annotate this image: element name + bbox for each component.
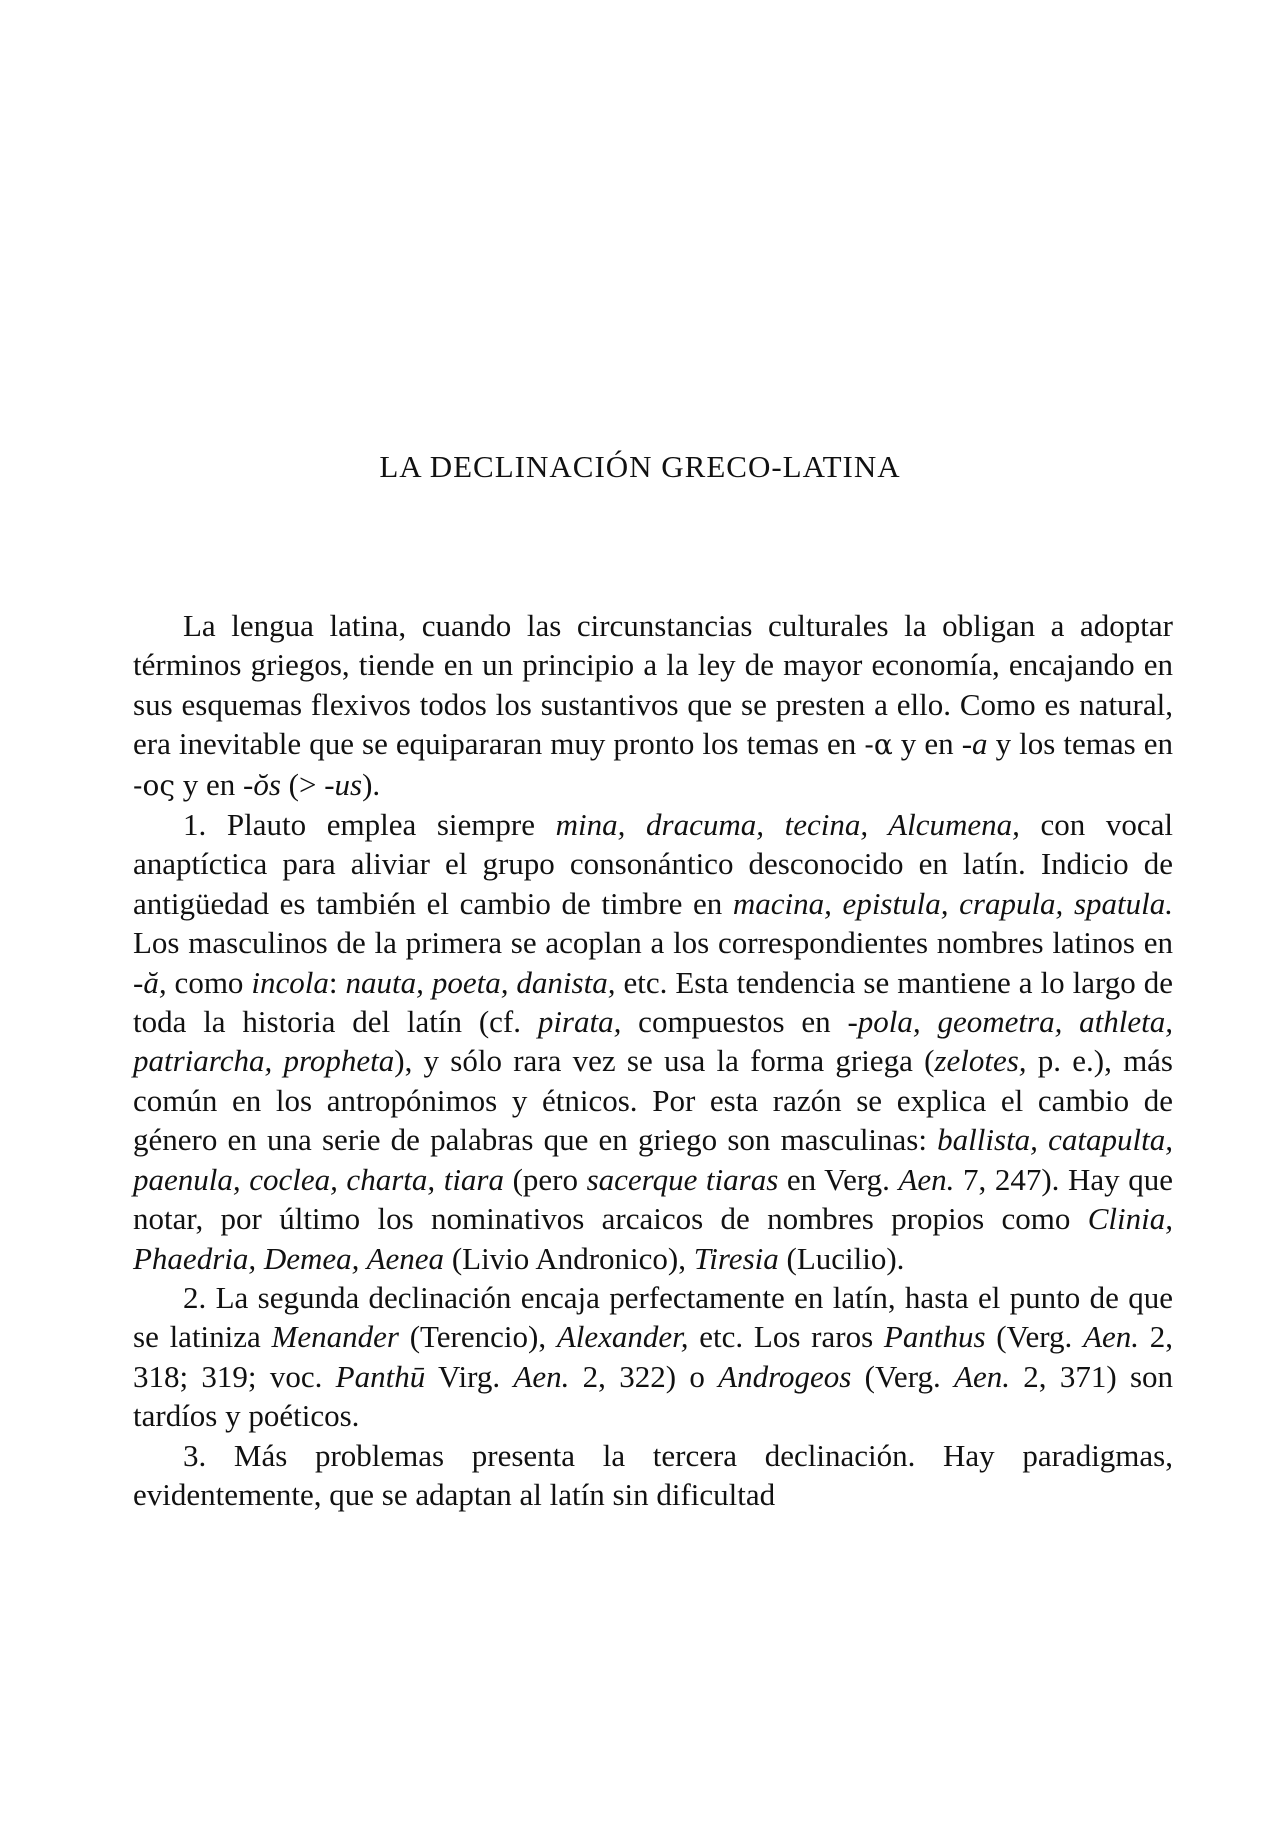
text-run: 7, 247). Hay que notar, por último los nominativos arcaicos de nombres propios como xyxy=(133,1161,1173,1237)
italic-term: Clinia, Phaedria, Demea, Aenea xyxy=(133,1201,1173,1276)
page-title: LA DECLINACIÓN GRECO-LATINA xyxy=(379,449,901,484)
italic-term: Panthus xyxy=(883,1319,986,1355)
text-run: y en xyxy=(892,726,962,762)
paragraph-intro xyxy=(133,606,1173,805)
italic-term: nauta, poeta, danista, xyxy=(345,964,616,1000)
paragraph-section-1 xyxy=(133,805,1173,1278)
italic-term: Androgeos xyxy=(718,1358,852,1394)
text-run: (pero xyxy=(504,1161,587,1197)
text-run: como xyxy=(166,964,252,1000)
text-run: 2, 322) o xyxy=(569,1358,719,1394)
italic-term: -ŏs xyxy=(243,766,281,802)
italic-term: incola xyxy=(251,964,329,1000)
paragraph-section-2 xyxy=(133,1278,1173,1436)
italic-term: Panthū xyxy=(335,1358,426,1394)
text-run: ), y sólo rara vez se usa la forma griega ( xyxy=(394,1043,935,1079)
text-run: 2, 318; 319; voc. xyxy=(133,1319,1174,1394)
italic-term: mina, dracuma, tecina, Alcumena, xyxy=(555,807,1020,843)
text-run: : xyxy=(328,964,346,1000)
body-text xyxy=(133,606,1173,1514)
text-run: (Lucilio). xyxy=(778,1240,905,1276)
text-run: ). xyxy=(362,766,381,802)
italic-term: zelotes, xyxy=(934,1043,1027,1079)
text-run: y los temas en xyxy=(987,726,1174,762)
text-run: La lengua latina, cuando las circunstancias culturales la obligan a adoptar términos griegos, tiende en un principio a la ley de mayor economía, encajando en sus esquemas flexivos todos los sustantivos que se presten a ello. Como es natural, era inevitable que se equipararan muy pronto los temas en xyxy=(133,608,1173,762)
text-run: 2, 371) son tardíos y poéticos. xyxy=(133,1358,1174,1434)
italic-term: Aen. xyxy=(898,1161,955,1197)
text-run: en Verg. xyxy=(778,1161,899,1197)
italic-term: Alexander, xyxy=(556,1319,689,1355)
text-run: etc. Los raros xyxy=(688,1319,884,1355)
text-run: con vocal anaptíctica para aliviar el grupo consonántico desconocido en latín. Indicio de antigüedad es también el cambio de timbre en xyxy=(133,807,1173,921)
text-run: (Verg. xyxy=(985,1319,1084,1355)
italic-term: Aen. xyxy=(513,1358,570,1394)
italic-term: -pola, geometra, athleta, patriarcha, propheta xyxy=(133,1004,1173,1079)
italic-term: Aen. xyxy=(1083,1319,1140,1355)
paragraph-section-3 xyxy=(133,1436,1173,1515)
italic-term: sacerque tiaras xyxy=(586,1161,779,1197)
text-run: (> xyxy=(280,766,325,802)
greek-ending: -ος xyxy=(133,768,175,802)
text-run: Los masculinos de la primera se acoplan a los correspondientes nombres latinos en xyxy=(133,925,1173,961)
text-run: etc. Esta tendencia se mantiene a lo largo de toda la historia del latín (cf. xyxy=(133,964,1173,1040)
italic-term: -a xyxy=(961,726,988,762)
text-run: 3. Más problemas presenta la tercera declinación. Hay paradigmas, evidentemente, que se adaptan al latín sin dificultad xyxy=(133,1437,1173,1512)
text-run: (Terencio), xyxy=(398,1319,557,1355)
text-run: compuestos en xyxy=(621,1004,848,1040)
italic-term: Menander xyxy=(271,1319,399,1355)
greek-ending: -α xyxy=(864,728,893,762)
italic-term: -us xyxy=(324,766,363,802)
text-run: 2. La segunda declinación encaja perfectamente en latín, hasta el punto de que se latiniza xyxy=(133,1279,1173,1355)
italic-term: -ă, xyxy=(133,964,167,1000)
italic-term: ballista, catapulta, paenula, coclea, charta, tiara xyxy=(133,1122,1173,1197)
italic-term: Aen. xyxy=(954,1358,1010,1394)
italic-term: Tiresia xyxy=(693,1240,779,1276)
italic-term: macina, epistula, crapula, spatula. xyxy=(732,885,1173,921)
text-run: Virg. xyxy=(425,1358,514,1394)
text-run: (Verg. xyxy=(851,1358,955,1394)
text-run: p. e.), más común en los antropónimos y étnicos. Por esta razón se explica el cambio de género en una serie de palabras que en griego son masculinas: xyxy=(133,1043,1174,1158)
text-run: 1. Plauto emplea siempre xyxy=(183,807,556,843)
italic-term: pirata, xyxy=(537,1004,622,1040)
text-run: (Livio Andronico), xyxy=(444,1240,694,1276)
text-run: y en xyxy=(175,766,244,802)
